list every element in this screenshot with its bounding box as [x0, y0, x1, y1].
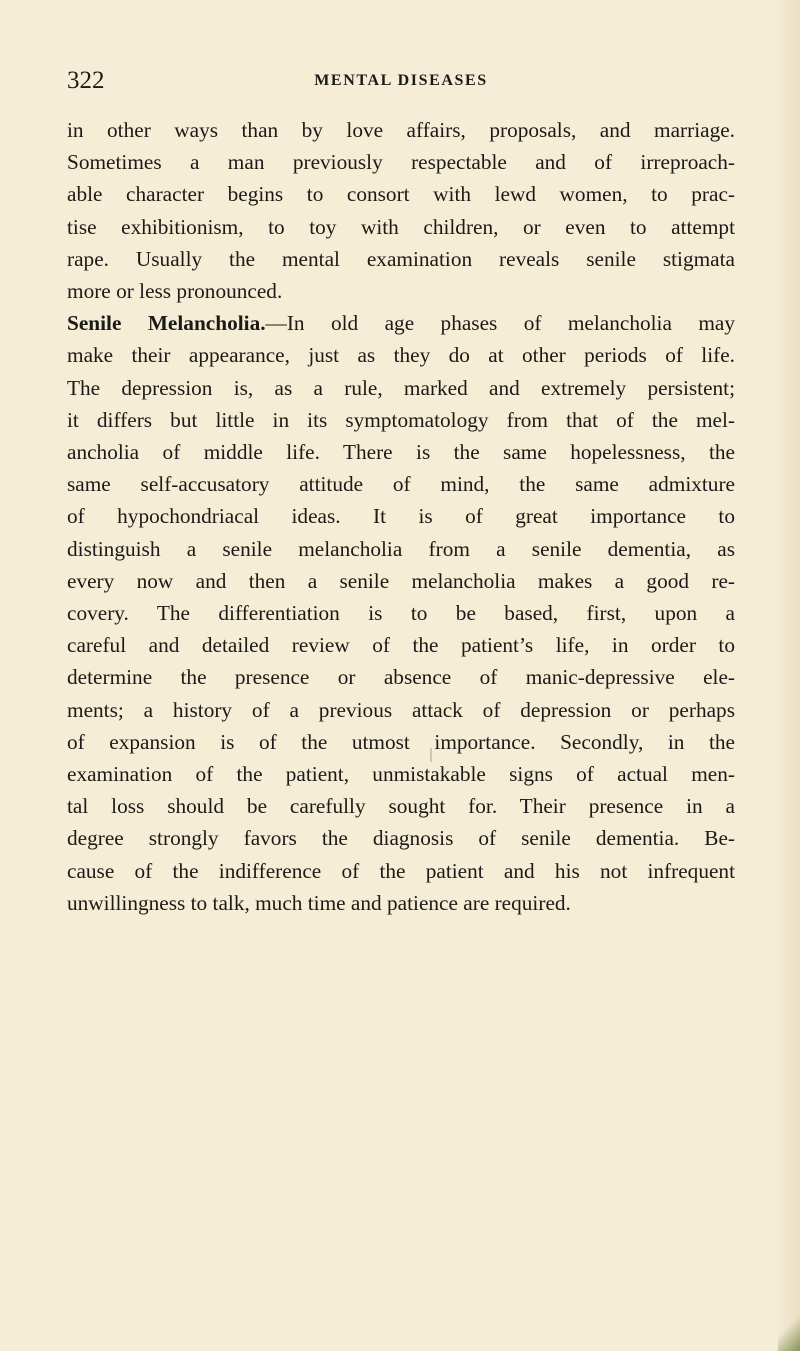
page-corner-mark — [778, 1305, 800, 1351]
text-line: ments; a history of a previous attack of depression or perhaps — [67, 697, 735, 722]
text-line: same self-accusatory attitude of mind, the same admixture — [67, 472, 735, 497]
page-edge-shadow — [774, 0, 800, 1351]
text-line: distinguish a senile melancholia from a senile dementia, as — [67, 536, 735, 561]
text-line: covery. The differentiation is to be based, first, upon a — [67, 601, 735, 626]
text-line: of hypochondriacal ideas. It is of great importance to — [67, 504, 735, 529]
page-number: 322 — [67, 67, 105, 94]
text-line: tise exhibitionism, to toy with children, or even to attempt — [67, 214, 735, 239]
text-line: careful and detailed review of the patient’s life, in order to — [67, 633, 735, 658]
text-line: rape. Usually the mental examination reveals senile stigmata — [67, 246, 735, 271]
text-line: The depression is, as a rule, marked and extremely persistent; — [67, 375, 735, 400]
text-line: cause of the indifference of the patient and his not infrequent — [67, 858, 735, 883]
running-head: MENTAL DISEASES — [314, 72, 488, 89]
text-line: unwillingness to talk, much time and patience are required. — [67, 890, 571, 915]
text-line: Sometimes a man previously respectable and of irreproach- — [67, 150, 735, 175]
heading-line-text: —In old age phases of melancholia may — [265, 311, 735, 336]
text-line: determine the presence or absence of manic-depressive ele- — [67, 665, 735, 690]
text-line: more or less pronounced. — [67, 279, 283, 304]
section-heading: Senile Melancholia. — [67, 311, 266, 336]
text-line: able character begins to consort with lewd women, to prac- — [67, 182, 735, 207]
text-line: in other ways than by love affairs, proposals, and marriage. — [67, 118, 735, 142]
text-line: every now and then a senile melancholia makes a good re- — [67, 568, 735, 593]
text-line: make their appearance, just as they do at other periods of life. — [67, 343, 735, 368]
text-line — [67, 307, 735, 339]
text-line: of expansion is of the utmost importance. Secondly, in the — [67, 729, 735, 754]
text-line: it differs but little in its symptomatology from that of the mel- — [67, 407, 735, 432]
paragraph-senile-melancholia — [67, 307, 735, 919]
text-line: tal loss should be carefully sought for. Their presence in a — [67, 794, 735, 819]
body-text — [67, 114, 735, 919]
paragraph-continuation — [67, 114, 735, 307]
text-line: ancholia of middle life. There is the same hopelessness, the — [67, 440, 735, 465]
text-line: examination of the patient, unmistakable signs of actual men- — [67, 762, 735, 787]
page-header — [67, 66, 735, 100]
text-line: degree strongly favors the diagnosis of senile dementia. Be- — [67, 826, 735, 851]
